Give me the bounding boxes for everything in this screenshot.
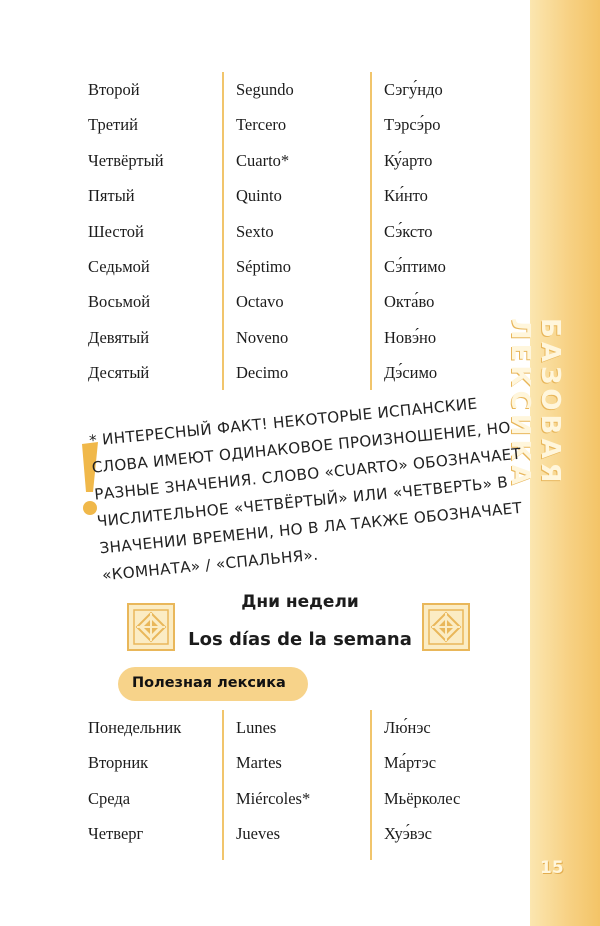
pronunciation: Сэ́ксто: [384, 221, 433, 241]
spanish-word: Octavo: [236, 292, 284, 312]
pronunciation: Мьёрколес: [384, 788, 461, 808]
spanish-word: Tercero: [236, 115, 287, 135]
russian-word: Второй: [88, 80, 140, 99]
spanish-word: Lunes: [236, 718, 277, 737]
spanish-word: Noveno: [236, 327, 289, 347]
table-row: [88, 186, 508, 221]
pronunciation: Тэрсэ́ро: [384, 115, 441, 135]
table-row: [88, 753, 508, 788]
column-divider: [222, 710, 224, 860]
column-divider: [370, 710, 372, 860]
russian-word: Третий: [88, 115, 138, 135]
russian-word: Седьмой: [88, 256, 150, 276]
russian-word: Четвёртый: [88, 150, 164, 170]
spanish-word: Quinto: [236, 186, 282, 206]
ornament-icon: [127, 603, 175, 651]
pronunciation: Сэгу́ндо: [384, 80, 443, 99]
pronunciation: Лю́нэс: [384, 718, 431, 737]
badge-label: Полезная лексика: [132, 675, 286, 691]
spanish-word: Sexto: [236, 221, 274, 241]
pronunciation: Ку́арто: [384, 150, 433, 170]
table-row: [88, 292, 508, 327]
russian-word: Среда: [88, 788, 131, 808]
table-row: [88, 718, 508, 753]
spanish-word: Jueves: [236, 824, 280, 844]
table-row: [88, 222, 508, 257]
days-table: [88, 718, 508, 860]
table-row: [88, 115, 508, 150]
russian-word: Понедельник: [88, 718, 182, 737]
pronunciation: Хуэ́вэс: [384, 824, 432, 844]
section-title-vertical: БАЗОВАЯ ЛЕКСИКА: [505, 318, 565, 489]
spanish-word: Miércoles*: [236, 788, 311, 808]
spanish-word: Martes: [236, 753, 282, 773]
russian-word: Восьмой: [88, 292, 151, 312]
table-row: [88, 80, 508, 115]
russian-word: Шестой: [88, 221, 144, 241]
table-row: [88, 328, 508, 363]
ordinals-table: [88, 80, 508, 399]
useful-vocab-badge: [118, 667, 308, 701]
section-heading-es: Los días de la semana: [188, 629, 412, 650]
pronunciation: Ки́нто: [384, 186, 428, 206]
russian-word: Вторник: [88, 753, 149, 773]
table-row: [88, 151, 508, 186]
table-row: [88, 824, 508, 859]
column-divider: [370, 72, 372, 390]
pronunciation: Сэ́птимо: [384, 256, 446, 276]
russian-word: Девятый: [88, 327, 150, 347]
fun-fact-note: * ИНТЕРЕСНЫЙ ФАКТ! НЕКОТОРЫЕ ИСПАНСКИЕ СЛОВА ИМЕЮТ ОДИНАКОВОЕ ПРОИЗНОШЕНИЕ, НО РАЗНЫЕ ЗНАЧЕНИЯ. СЛОВО «CUARTO» ОБОЗНАЧАЕТ ЧИСЛИТЕЛЬНОЕ «ЧЕТВЁРТЫЙ» ИЛИ «ЧЕТВЕРТЬ» В ЗНАЧЕНИИ ВРЕМЕНИ, НО В ЛА ТАКЖЕ ОБОЗНАЧАЕТ «КОМНАТА» / «СПАЛЬНЯ».: [88, 394, 523, 585]
pronunciation: Новэ́но: [384, 327, 437, 347]
spanish-word: Decimo: [236, 363, 289, 383]
russian-word: Десятый: [88, 363, 150, 383]
spanish-word: Séptimo: [236, 256, 292, 276]
ornament-icon: [422, 603, 470, 651]
russian-word: Пятый: [88, 186, 135, 206]
column-divider: [222, 72, 224, 390]
table-row: [88, 789, 508, 824]
table-row: [88, 257, 508, 292]
russian-word: Четверг: [88, 824, 144, 844]
pronunciation: Окта́во: [384, 292, 435, 312]
pronunciation: Дэ́симо: [384, 363, 438, 383]
page-number: 15: [540, 858, 564, 878]
spanish-word: Cuarto*: [236, 150, 290, 170]
pronunciation: Ма́ртэс: [384, 753, 437, 773]
section-heading-ru: Дни недели: [241, 592, 359, 612]
spanish-word: Segundo: [236, 80, 294, 99]
